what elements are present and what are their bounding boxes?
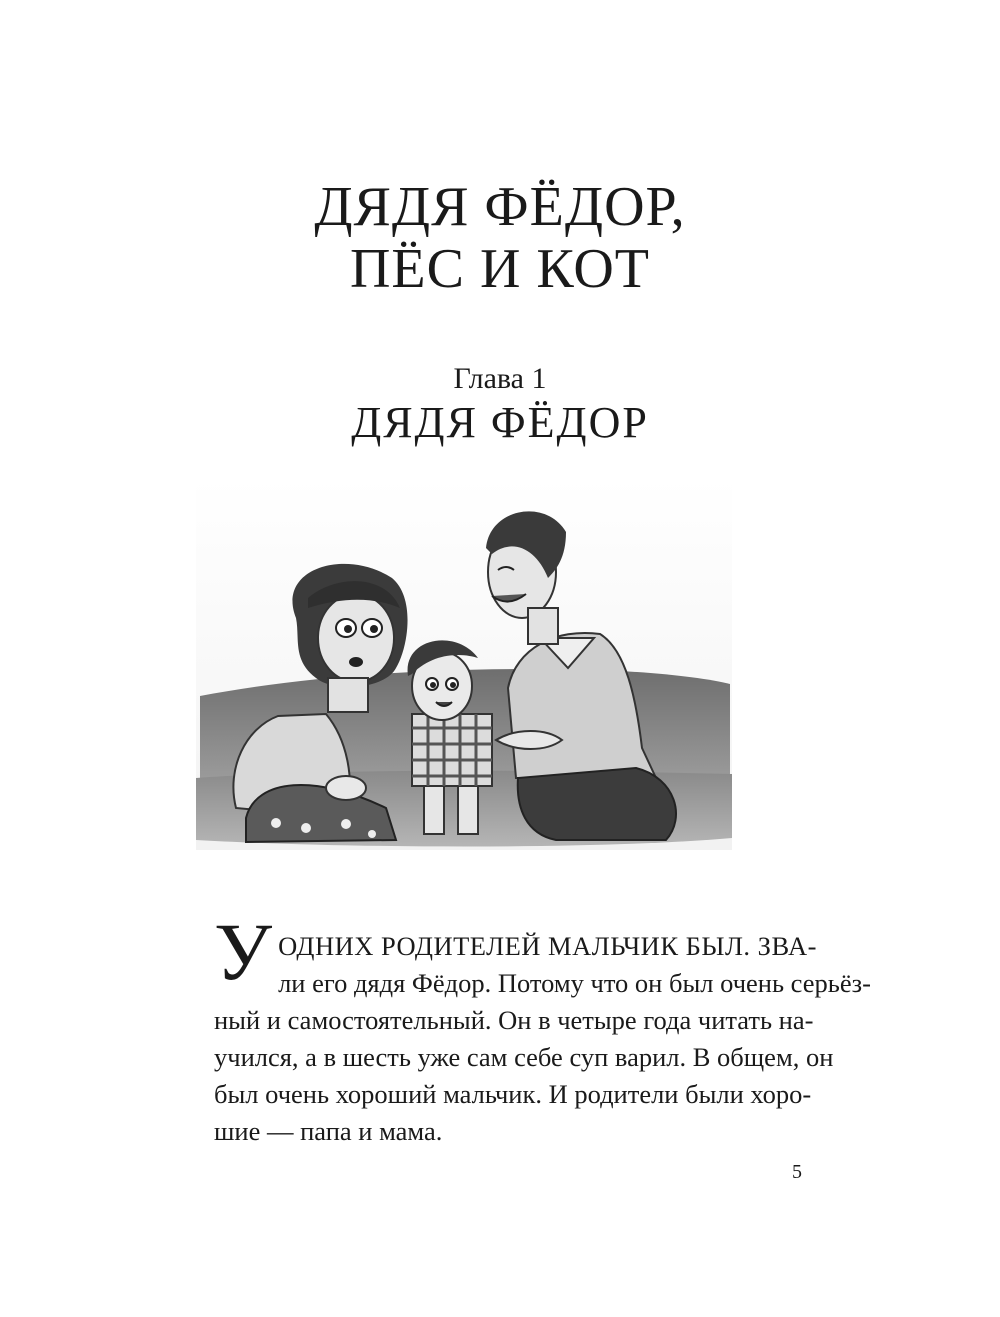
family-illustration xyxy=(196,478,732,850)
paragraph-line-2: ли его дядя Фёдор. Потому что он был очень серьёз- xyxy=(278,968,871,998)
first-line-text: ОДНИХ РОДИТЕЛЕЙ МАЛЬЧИК БЫЛ. ЗВА- xyxy=(278,931,817,961)
page-number: 5 xyxy=(792,1161,802,1183)
book-title-line-2: ПЁС И КОТ xyxy=(349,238,651,300)
paragraph-line-5: был очень хороший мальчик. И родители были хоро- xyxy=(214,1079,812,1109)
chapter-label: Глава 1 xyxy=(453,362,547,395)
book-title xyxy=(0,176,1000,300)
drop-cap: У xyxy=(214,906,273,997)
paragraph-line-6: шие — папа и мама. xyxy=(214,1116,443,1146)
story-paragraph xyxy=(214,906,871,1150)
paragraph-line-3: ный и самостоятельный. Он в четыре года читать на- xyxy=(214,1005,814,1035)
chapter-title: ДЯДЯ ФЁДОР xyxy=(351,398,649,447)
paragraph-line-4: учился, а в шесть уже сам себе суп варил. В общем, он xyxy=(214,1042,834,1072)
book-title-line-1: ДЯДЯ ФЁДОР, xyxy=(314,176,686,238)
